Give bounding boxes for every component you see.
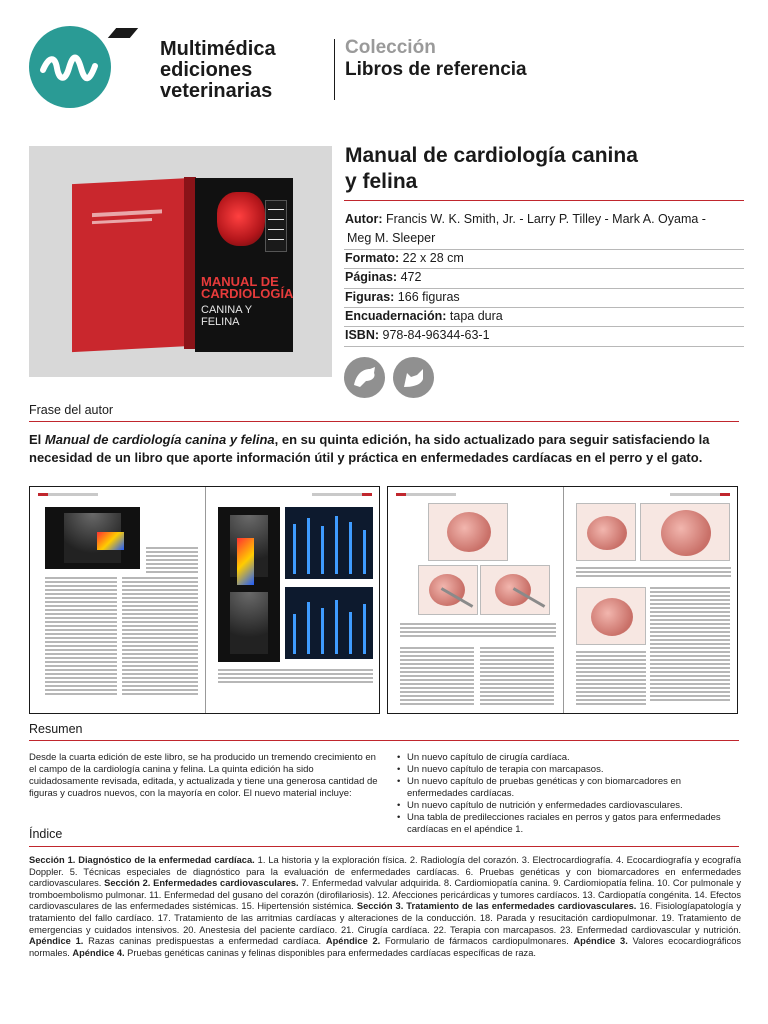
resumen-list [395,752,740,836]
toc-section-heading: Apéndice 1. [29,936,84,947]
toc-section-heading: Apéndice 2. [325,936,381,947]
book-title: Manual de cardiología canina y felina [345,144,638,193]
binding-row: Encuadernación: tapa dura [345,309,503,323]
title-rule [344,200,744,201]
indice-rule [29,846,739,847]
toc-section-heading: Sección 2. Enfermedades cardiovasculares. [104,878,299,889]
info-rule [344,346,744,347]
surgery-illustration [576,503,636,561]
list-item: • Un nuevo capítulo de pruebas genéticas y con biomarcadores en enfermedades cardíacas. [395,776,740,800]
resumen-label: Resumen [29,722,83,736]
author-row: Autor: Francis W. K. Smith, Jr. - Larry P. Tilley - Mark A. Oyama - [345,212,706,226]
toc-chapters: Pruebas genéticas caninas y felinas disponibles para enfermedades cardíacas específicas de raza. [124,947,536,958]
toc-chapters: Formulario de fármacos cardiopulmonares. [380,936,574,947]
surgery-illustration [428,503,508,561]
list-item: • Un nuevo capítulo de nutrición y enfermedades cardiovasculares. [395,800,740,812]
collection-label: Colección [345,37,436,58]
publisher-logo [29,26,111,108]
surgery-illustration [640,503,730,561]
toc-section-heading: Apéndice 3. [573,936,628,947]
sample-spread-2 [387,486,738,714]
list-item: • Un nuevo capítulo de cirugía cardíaca. [395,752,740,764]
surgery-illustration [480,565,550,615]
doppler-trace [285,587,373,659]
toc-chapters: Razas caninas predispuestas a enfermedad cardíaca. [83,936,326,947]
toc-chapters: 1. La historia y la exploración física. 2. Radiología del corazón. 3. Electrocardiografía. 4. Ecocardiografía y ecografía Doppler. 5. Técnicas especiales de diagnóstico para la evaluación de enfermedades cardíacas. 6. Pruebas genéticas y con biomarcadores en enfermedades cardiovasculares. [29,855,741,889]
publisher-name: Multimédica ediciones veterinarias [160,38,276,102]
book-front-cover [195,178,293,352]
list-item: • Un nuevo capítulo de terapia con marcapasos. [395,764,740,776]
collection-name: Libros de referencia [345,59,527,80]
format-row: Formato: 22 x 28 cm [345,251,464,265]
author-quote: El Manual de cardiología canina y felina, en su quinta edición, ha sido actualizado para seguir satisfaciendo la necesidad de un libro que aporte información útil y práctica en enfermedades cardíacas en el perro y el gato. [29,432,710,465]
echo-image [45,507,140,569]
list-item: • Una tabla de predilecciones raciales en perros y gatos para enfermedades cardíacas en el apéndice 1. [395,812,740,836]
echo-image [218,507,280,662]
toc-chapters: Valores ecocardiográficos normales. [29,936,742,958]
resumen-rule [29,740,739,741]
book-back-cover [72,178,192,352]
header-divider [334,39,335,100]
cover-title: MANUAL DE CARDIOLOGÍA [201,274,294,301]
cover-subtitle: CANINA Y FELINA [201,304,252,328]
indice-label: Índice [29,827,63,841]
toc-chapters: 16. Fisiologíapatología y tratamiento del fallo cardíaco. 17. Tratamiento de las arritmias cardíacas y alteraciones de la conducción. 18. Parada y resucitación cardiopulmonar. 19. Tratamiento de emergencias y cuidados intensivos. 20. Anestesia del paciente cardíaco. 21. Cirugía cardíaca. 22. Terapia con marcapasos. 23. Enfermedad cardiovascular y nutrición. [29,901,741,935]
logo-accent-mark [108,28,138,38]
frase-rule [29,421,739,422]
cat-icon [393,357,434,398]
frase-label: Frase del autor [29,403,114,417]
heart-illustration [217,192,265,246]
sample-spread-1 [29,486,380,714]
figures-row: Figuras: 166 figuras [345,290,460,304]
resumen-paragraph: Desde la cuarta edición de este libro, se ha producido un tremendo crecimiento en el campo de la cardiología canina y felina. La quinta edición ha sido cuidadosamente revisada, editada, y actualizada y tiene una generosa cantidad de figuras y cuadros nuevos, con la mayoría en color. El nuevo material incluye: [29,752,378,799]
pages-row: Páginas: 472 [345,270,422,284]
surgery-illustration [418,565,478,615]
logo-wave-icon [29,26,111,108]
collection-heading [345,37,527,81]
book-cover-image [29,146,332,377]
toc-section-heading: Sección 3. Tratamiento de las enfermedades cardiovasculares. [356,901,637,912]
surgery-illustration [576,587,646,645]
toc-section-heading: Sección 1. Diagnóstico de la enfermedad cardíaca. [29,855,255,865]
toc-chapters: 7. Enfermedad valvular adquirida. 8. Cardiomiopatía canina. 9. Cardiomiopatía felina. 10. Cor pulmonale y tromboembolismo pulmonar. 11. Enfermedad del gusano del corazón (dirofilariosis). 12. Afecciones pericárdicas y tumores cardíacos. 13. Cardiopatía congénita. 14. Efectos cardiovasculares de las enfermedades sistémicas. 15. Hipertensión sistémica. [29,878,741,912]
ecg-strip [265,200,287,252]
author-row-cont: Meg M. Sleeper [347,231,436,245]
isbn-row: ISBN: 978-84-96344-63-1 [345,328,490,342]
toc-section-heading: Apéndice 4. [72,947,125,958]
dog-icon [344,357,385,398]
table-of-contents [29,855,741,959]
doppler-trace [285,507,373,579]
